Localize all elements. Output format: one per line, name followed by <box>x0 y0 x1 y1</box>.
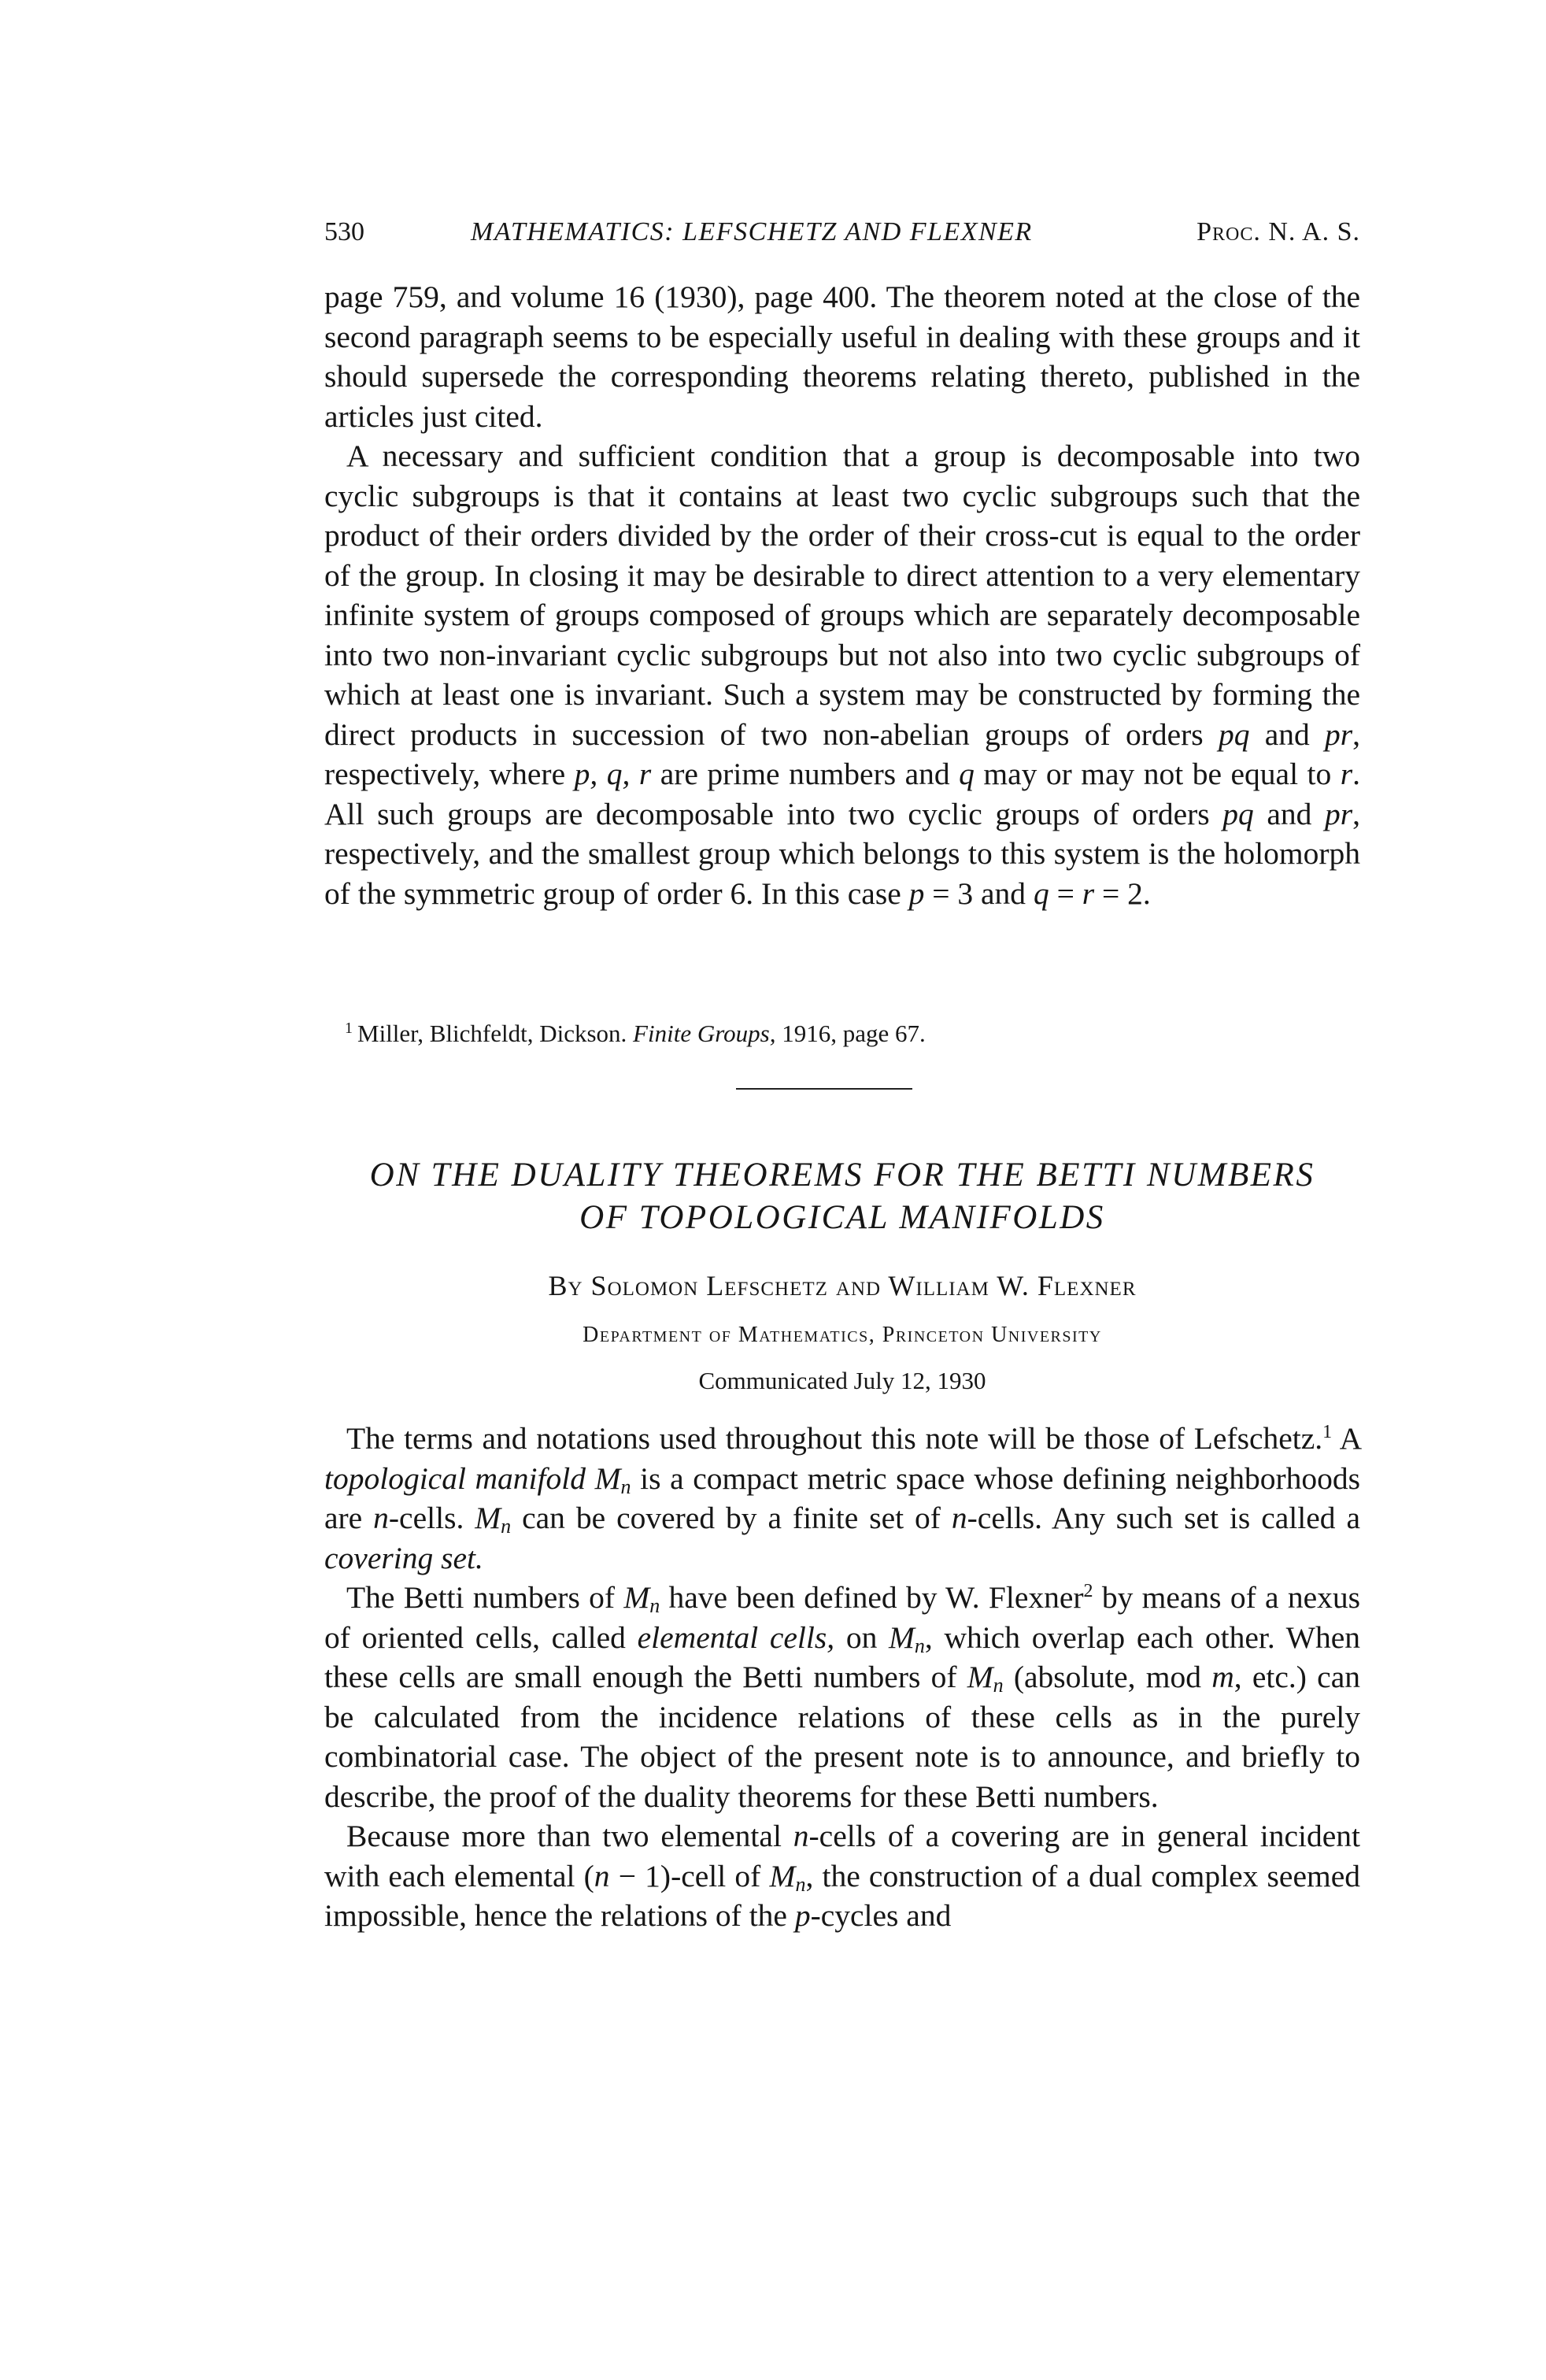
footnote-authors: Miller, Blichfeldt, Dickson. <box>357 1020 627 1047</box>
paragraph: A necessary and sufficient condition that a group is decomposable into two cyclic subgroups is that it contains at least two cyclic subgroups such that the product of their orders divided by the order of their cross-cut is equal to the order of the group. In closing it may be desirable to direct attention to a very elementary infinite system of groups composed of groups which are separately decomposable into two non-invariant cyclic subgroups but not also into two cyclic subgroups of which at least one is invariant. Such a system may be constructed by forming the direct products in succession of two non-abelian groups of orders pq and pr, respectively, where p, q, r are prime numbers and q may or may not be equal to r. All such groups are decomposable into two cyclic groups of orders pq and pr, respectively, and the smallest group which belongs to this system is the holomorph of the symmetric group of order 6. In this case p = 3 and q = r = 2. <box>324 439 1361 911</box>
paragraph: The Betti numbers of $M_n$ have been defined by W. Flexner$^2$ by means of a nexus of oriented cells, called elemental cells, on $M_n$, which overlap each other. When these cells are small enough the Betti numbers of $M_n$ (absolute, mod m, etc.) can be calculated from the incidence relations of these cells as in the purely combinatorial case. The object of the present note is to announce, and briefly to describe, the proof of the duality theorems for these Betti numbers. <box>324 1580 1361 1814</box>
article-title <box>324 1154 1360 1239</box>
article-body <box>324 1419 1360 1936</box>
author-byline: By Solomon Lefschetz and William W. Flexner <box>548 1270 1137 1301</box>
affiliation: Department of Mathematics, Princeton University <box>583 1323 1102 1347</box>
footnote-title: Finite Groups, <box>633 1020 776 1047</box>
running-title: MATHEMATICS: LEFSCHETZ AND FLEXNER <box>471 217 1033 246</box>
footnote-mark: 1 <box>345 1020 353 1037</box>
paragraph: The terms and notations used throughout this note will be those of Lefschetz.$^1$ A topological manifold $M_n$ is a compact metric space whose defining neighborhoods are n-cells. $M_n$ can be covered by a finite set of n-cells. Any such set is called a covering set. <box>324 1421 1360 1575</box>
section-divider <box>736 1088 912 1090</box>
paragraph: Because more than two elemental n-cells of a covering are in general incident with each elemental (n − 1)-cell of $M_n$, the construction of a dual complex seemed impossible, hence the relations of the p-cycles and <box>324 1819 1360 1933</box>
communicated-date: Communicated July 12, 1930 <box>698 1367 986 1394</box>
title-line-1: ON THE DUALITY THEOREMS FOR THE BETTI NUMBERS <box>369 1157 1315 1194</box>
footnote <box>345 1012 926 1049</box>
running-head <box>324 217 1360 252</box>
footnote-citation: 1916, page 67. <box>782 1020 926 1047</box>
title-line-2: OF TOPOLOGICAL MANIFOLDS <box>579 1199 1105 1236</box>
paragraph: page 759, and volume 16 (1930), page 400. The theorem noted at the close of the second paragraph seems to be especially useful in dealing with these groups and it should supersede the corresponding theorems relating thereto, published in the articles just cited. <box>324 279 1360 434</box>
journal-abbreviation: Proc. N. A. S. <box>1196 217 1360 246</box>
previous-article-text <box>324 277 1360 913</box>
page-number: 530 <box>324 217 364 246</box>
